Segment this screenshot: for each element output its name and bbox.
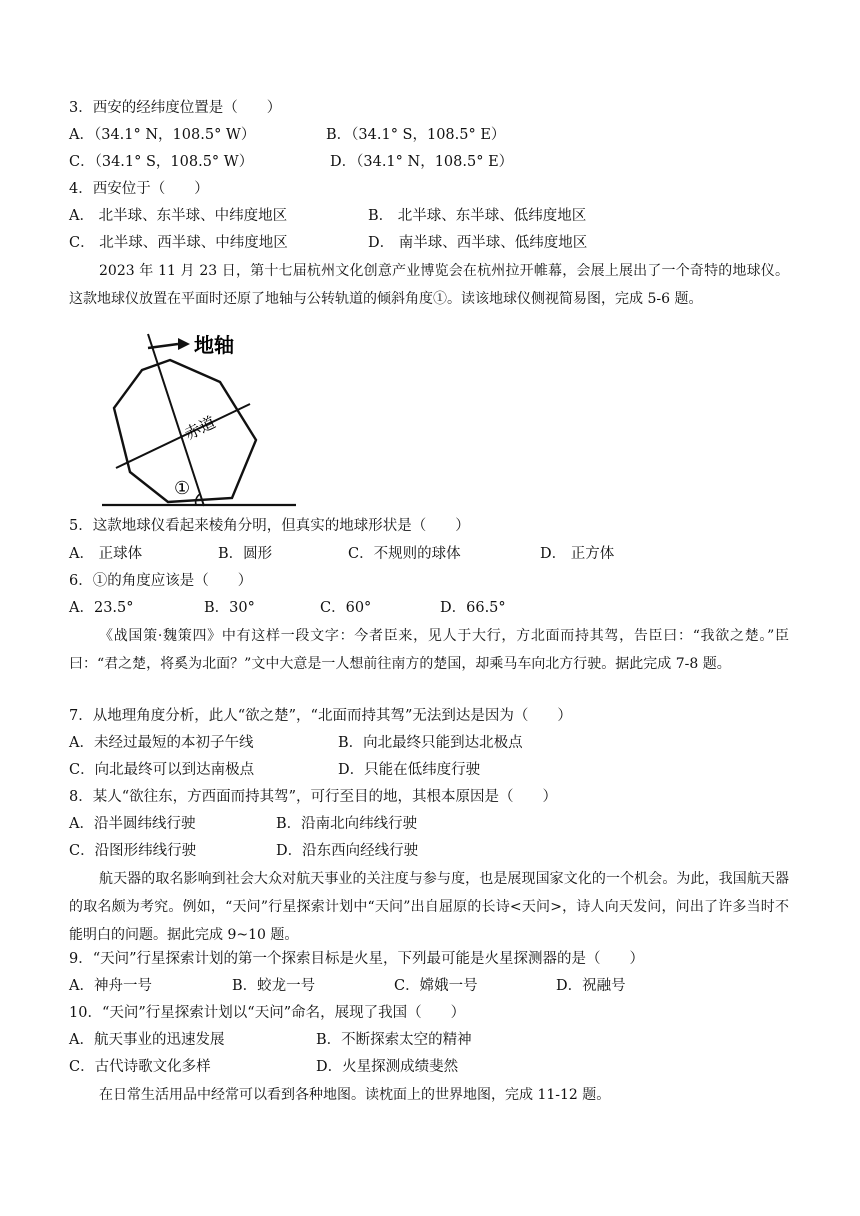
q8-option-d: D．沿东西向经线行驶	[276, 843, 419, 859]
q10-option-a: A．航天事业的迅速发展	[69, 1032, 225, 1048]
q8-option-a: A．沿半圆纬线行驶	[69, 816, 196, 832]
q6-option-a: A．23.5°	[69, 600, 134, 616]
q9-option-a: A．神舟一号	[69, 978, 152, 994]
q10-option-b: B．不断探索太空的精神	[316, 1032, 472, 1048]
q4-option-c: C． 北半球、西半球、中纬度地区	[69, 235, 288, 251]
q3-option-a: A．（34.1° N，108.5° W）	[69, 127, 256, 143]
passage-tianwen: 航天器的取名影响到社会大众对航天事业的关注度与参与度，也是展现国家文化的一个机会。为此，我国航天器的取名颇为考究。例如，“天问”行星探索计划中“天问”出自屈原的长诗<天问>，诗人向天发问，问出了许多当时不能明白的问题。据此完成 9~10 题。	[69, 871, 789, 943]
arrow-icon	[178, 338, 190, 350]
q7-option-c: C．向北最终可以到达南极点	[69, 762, 255, 778]
angle-label: ①	[174, 478, 191, 499]
q6-option-d: D．66.5°	[440, 600, 506, 616]
equator-line	[116, 404, 250, 468]
passage-zhanguoce: 《战国策·魏策四》中有这样一段文字：今者臣来，见人于大行，方北面而持其驾，告臣曰：“我欲之楚。”臣曰：“君之楚，将奚为北面？”文中大意是一人想前往南方的楚国，却乘马车向北方行驶。据此完成 7-8 题。	[69, 628, 789, 672]
q9-option-c: C．嫦娥一号	[394, 978, 478, 994]
q6-option-c: C．60°	[320, 600, 372, 616]
globe-side-view-figure	[100, 330, 300, 510]
q5-option-c: C．不规则的球体	[348, 546, 461, 562]
q5-stem: 5．这款地球仪看起来棱角分明，但真实的地球形状是（ ）	[69, 518, 470, 534]
q5-option-a: A． 正球体	[69, 546, 143, 562]
passage-globe: 2023 年 11 月 23 日，第十七届杭州文化创意产业博览会在杭州拉开帷幕，会展上展出了一个奇特的地球仪。这款地球仪放置在平面时还原了地轴与公转轨道的倾斜角度①。读该地球仪侧视简易图，完成 5-6 题。	[69, 263, 789, 307]
equator-label: 赤道	[181, 412, 219, 444]
q3-option-d: D．（34.1° N，108.5° E）	[330, 154, 514, 170]
q7-stem: 7．从地理角度分析，此人“欲之楚”，“北面而持其驾”无法到达是因为（ ）	[69, 708, 572, 724]
q6-option-b: B．30°	[204, 600, 255, 616]
q4-option-d: D． 南半球、西半球、低纬度地区	[368, 235, 588, 251]
q3-option-b: B．（34.1° S，108.5° E）	[326, 127, 506, 143]
q6-stem: 6．①的角度应该是（ ）	[69, 573, 253, 589]
q7-option-b: B．向北最终只能到达北极点	[338, 735, 523, 751]
q10-option-d: D．火星探测成绩斐然	[316, 1059, 459, 1075]
q7-option-a: A．未经过最短的本初子午线	[69, 735, 254, 751]
q10-stem: 10．“天问”行星探索计划以“天问”命名，展现了我国（ ）	[69, 1005, 466, 1021]
axis-label: 地轴	[194, 333, 234, 357]
q7-option-d: D．只能在低纬度行驶	[338, 762, 481, 778]
q8-option-c: C．沿图形纬线行驶	[69, 843, 197, 859]
q8-option-b: B．沿南北向纬线行驶	[276, 816, 418, 832]
q4-option-a: A． 北半球、东半球、中纬度地区	[69, 208, 288, 224]
q4-stem: 4．西安位于（ ）	[69, 181, 209, 197]
q3-option-c: C．（34.1° S，108.5° W）	[69, 154, 254, 170]
q9-option-b: B．蛟龙一号	[232, 978, 316, 994]
q9-stem: 9．“天问”行星探索计划的第一个探索目标是火星，下列最可能是火星探测器的是（ ）	[69, 951, 645, 967]
q9-option-d: D．祝融号	[556, 978, 626, 994]
q8-stem: 8．某人“欲往东，方西面而持其驾”，可行至目的地，其根本原因是（ ）	[69, 789, 558, 805]
q3-stem: 3．西安的经纬度位置是（ ）	[69, 100, 282, 116]
q5-option-b: B．圆形	[218, 546, 273, 562]
q10-option-c: C．古代诗歌文化多样	[69, 1059, 211, 1075]
q4-option-b: B． 北半球、东半球、低纬度地区	[368, 208, 587, 224]
passage-pillow-map: 在日常生活用品中经常可以看到各种地图。读枕面上的世界地图，完成 11-12 题。	[99, 1087, 611, 1103]
q5-option-d: D． 正方体	[540, 546, 615, 562]
